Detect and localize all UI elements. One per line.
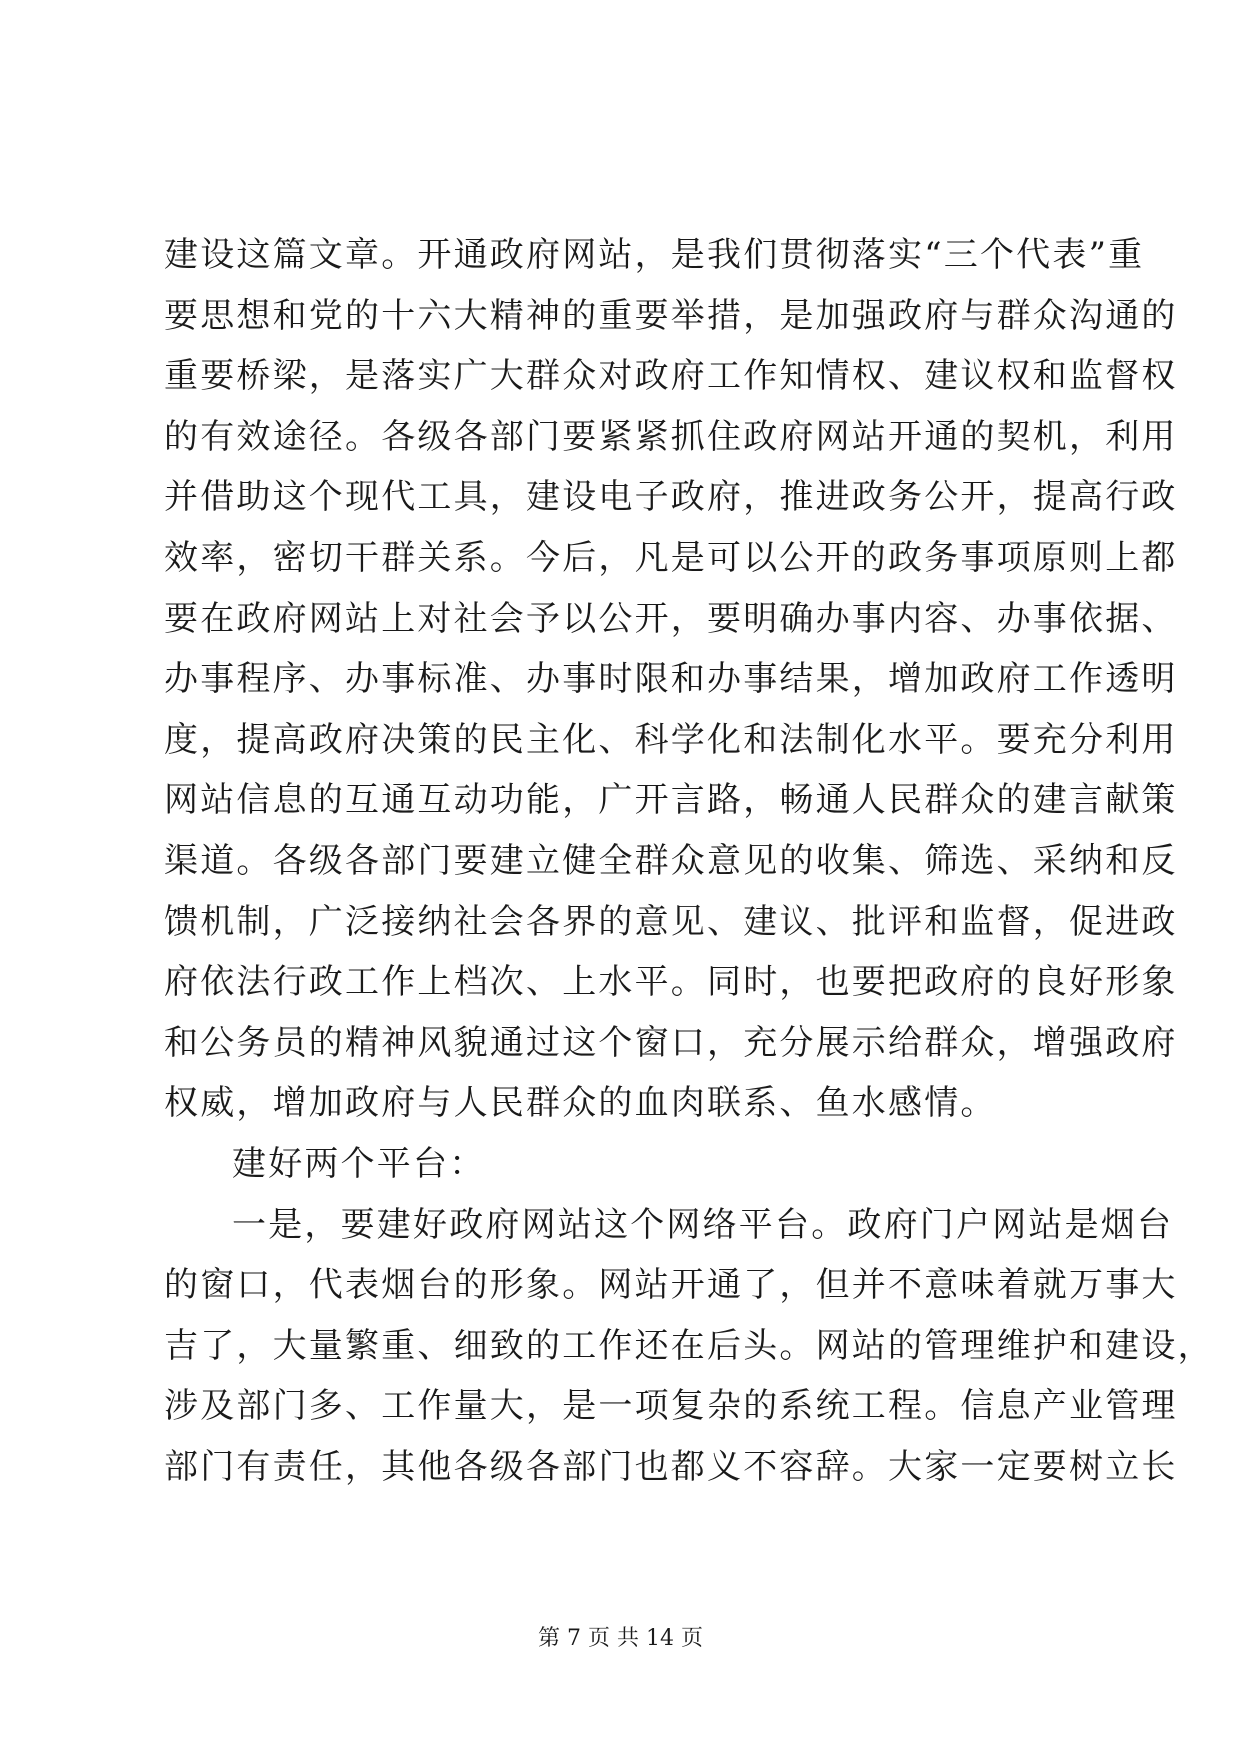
text-line: 渠道。各级各部门要建立健全群众意见的收集、筛选、采纳和反 [164,840,1178,881]
text-line: 重要桥梁，是落实广大群众对政府工作知情权、建议权和监督权 [164,356,1178,397]
text-line: 权威，增加政府与人民群众的血肉联系、鱼水感情。 [164,1083,997,1124]
text-line: 效率，密切干群关系。今后，凡是可以公开的政务事项原则上都 [164,537,1178,578]
text-line: 要在政府网站上对社会予以公开，要明确办事内容、办事依据、 [164,598,1178,639]
section-heading: 建好两个平台： [232,1143,486,1184]
text-line: 办事程序、办事标准、办事时限和办事结果，增加政府工作透明 [164,659,1178,700]
text-line: 度，提高政府决策的民主化、科学化和法制化水平。要充分利用 [164,719,1178,760]
text-line: 馈机制，广泛接纳社会各界的意见、建议、批评和监督，促进政 [164,901,1178,942]
text-line: 网站信息的互通互动功能，广开言路，畅通人民群众的建言献策 [164,780,1178,821]
text-line: 吉了，大量繁重、细致的工作还在后头。网站的管理维护和建设， [164,1325,1214,1366]
page-number-footer: 第 7 页 共 14 页 [538,1626,703,1651]
text-line: 和公务员的精神风貌通过这个窗口，充分展示给群众，增强政府 [164,1022,1178,1063]
text-line: 涉及部门多、工作量大，是一项复杂的系统工程。信息产业管理 [164,1386,1178,1427]
text-line: 并借助这个现代工具，建设电子政府，推进政务公开，提高行政 [164,477,1178,518]
text-line: 部门有责任，其他各级各部门也都义不容辞。大家一定要树立长 [164,1446,1178,1487]
text-line: 一是，要建好政府网站这个网络平台。政府门户网站是烟台 [232,1204,1174,1245]
text-line: 府依法行政工作上档次、上水平。同时，也要把政府的良好形象 [164,962,1178,1003]
text-line: 的有效途径。各级各部门要紧紧抓住政府网站开通的契机，利用 [164,416,1178,457]
text-line: 要思想和党的十六大精神的重要举措，是加强政府与群众沟通的 [164,295,1178,336]
text-line: 的窗口，代表烟台的形象。网站开通了，但并不意味着就万事大 [164,1265,1178,1306]
body-text [164,225,1214,1497]
text-line: 建设这篇文章。开通政府网站，是我们贯彻落实“三个代表”重 [164,235,1145,275]
